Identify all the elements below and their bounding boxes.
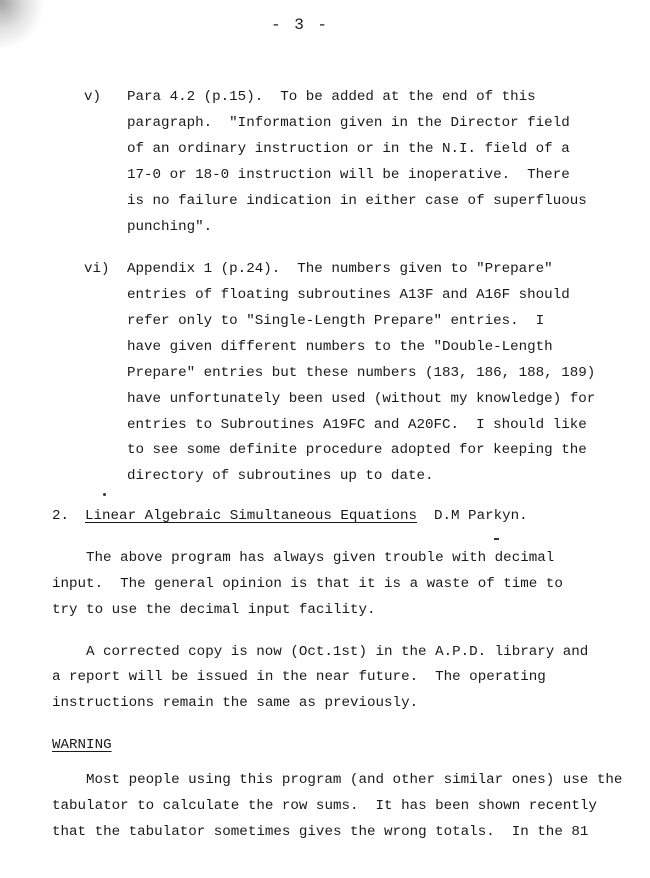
item-v-line: paragraph. "Information given in the Director field — [127, 115, 570, 131]
section-number: 2. — [52, 508, 70, 524]
item-v-marker: v) — [84, 89, 102, 105]
warning-line: tabulator to calculate the row sums. It has been shown recently — [52, 798, 597, 814]
paragraph-line: instructions remain the same as previously. — [52, 695, 419, 711]
item-vi-line: entries to Subroutines A19FC and A20FC. I should like — [127, 417, 587, 433]
item-v-line: is no failure indication in either case of superfluous — [127, 193, 587, 209]
item-vi-line: Appendix 1 (p.24). The numbers given to "Prepare" — [127, 261, 553, 277]
section-author: D.M Parkyn. — [434, 508, 528, 524]
stray-mark — [103, 493, 106, 496]
stray-mark — [494, 538, 499, 540]
paragraph-line: a report will be issued in the near future. The operating — [52, 669, 546, 685]
page-number: - 3 - — [270, 16, 329, 34]
warning-heading: WARNING — [52, 737, 112, 753]
item-v-line: Para 4.2 (p.15). To be added at the end of this — [127, 89, 536, 105]
item-vi-line: Prepare" entries but these numbers (183, 186, 188, 189) — [127, 365, 596, 381]
section-title: Linear Algebraic Simultaneous Equations — [85, 508, 418, 524]
warning-line: that the tabulator sometimes gives the wrong totals. In the 81 — [52, 824, 589, 840]
item-vi-line: have unfortunately been used (without my knowledge) for — [127, 391, 596, 407]
item-vi-line: have given different numbers to the "Double-Length — [127, 339, 553, 355]
item-vi-line: to see some definite procedure adopted for keeping the — [127, 442, 587, 458]
warning-line: Most people using this program (and other similar ones) use the — [86, 772, 623, 788]
item-v-line: 17-0 or 18-0 instruction will be inoperative. There — [127, 167, 570, 183]
paragraph-line: input. The general opinion is that it is a waste of time to — [52, 576, 563, 592]
item-v-line: of an ordinary instruction or in the N.I. field of a — [127, 141, 570, 157]
item-vi-line: refer only to "Single-Length Prepare" entries. I — [127, 313, 545, 329]
item-vi-line: entries of floating subroutines A13F and A16F should — [127, 287, 570, 303]
item-vi-line: directory of subroutines up to date. — [127, 468, 434, 484]
item-v-line: punching". — [127, 219, 213, 235]
paragraph-line: The above program has always given trouble with decimal — [86, 550, 555, 566]
paragraph-line: try to use the decimal input facility. — [52, 602, 376, 618]
paragraph-line: A corrected copy is now (Oct.1st) in the A.P.D. library and — [86, 644, 589, 660]
item-vi-marker: vi) — [84, 261, 110, 277]
